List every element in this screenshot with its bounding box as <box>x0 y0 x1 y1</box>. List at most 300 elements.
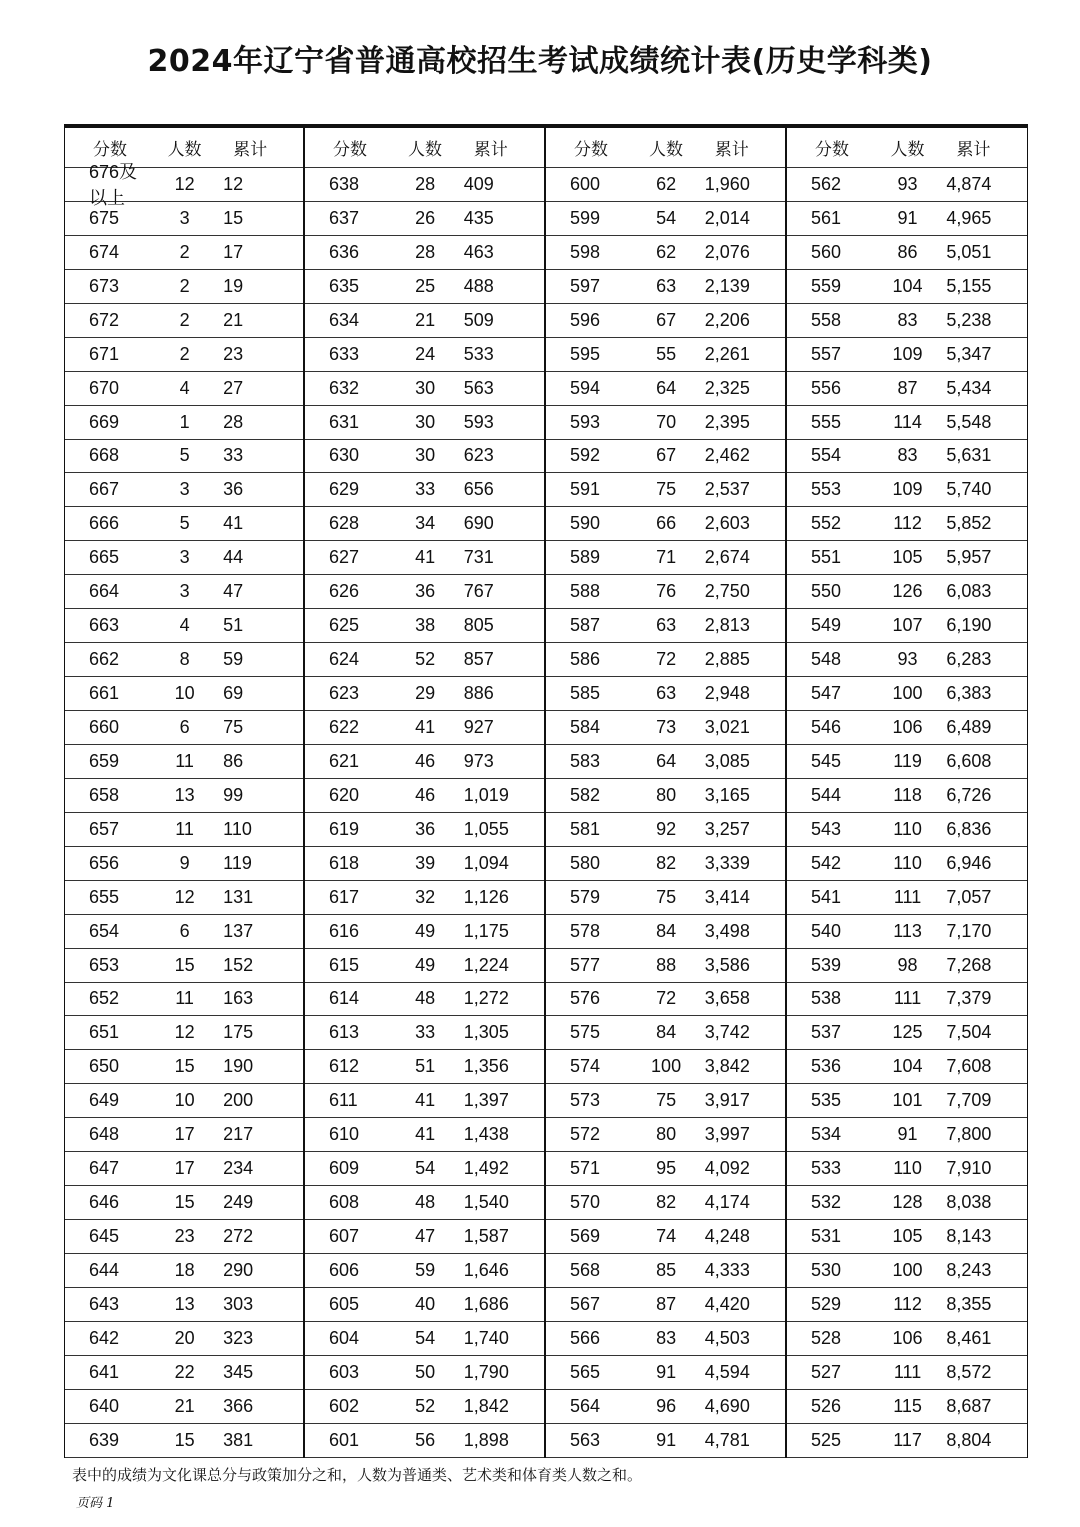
count-cell: 30 <box>415 445 436 466</box>
count-cell: 48 <box>415 1192 436 1213</box>
score-cell: 527 <box>811 1361 842 1382</box>
score-cell: 573 <box>570 1090 601 1111</box>
count-cell: 49 <box>415 954 436 975</box>
count-cell: 87 <box>897 377 918 398</box>
count-cell: 4 <box>179 377 190 398</box>
cumulative-cell: 6,726 <box>946 784 992 805</box>
score-cell: 525 <box>811 1429 842 1450</box>
score-cell: 610 <box>329 1124 360 1145</box>
cumulative-cell: 1,175 <box>463 920 509 941</box>
cumulative-cell: 4,248 <box>704 1226 750 1247</box>
table-row <box>546 1288 785 1322</box>
score-cell: 645 <box>89 1226 120 1247</box>
score-cell: 669 <box>89 411 120 432</box>
cumulative-cell: 272 <box>223 1226 254 1247</box>
cumulative-cell: 3,085 <box>704 750 750 771</box>
score-cell: 640 <box>89 1395 120 1416</box>
cumulative-cell: 2,206 <box>704 309 750 330</box>
score-cell: 568 <box>570 1259 601 1280</box>
cumulative-cell: 2,603 <box>704 513 750 534</box>
cumulative-cell: 8,243 <box>946 1259 992 1280</box>
score-cell: 588 <box>570 581 601 602</box>
table-row <box>787 779 1027 813</box>
table-row <box>65 847 303 881</box>
score-cell: 609 <box>329 1158 360 1179</box>
table-row <box>305 1118 544 1152</box>
cumulative-cell: 1,055 <box>463 818 509 839</box>
score-cell: 552 <box>811 513 842 534</box>
score-cell: 535 <box>811 1090 842 1111</box>
cumulative-cell: 7,379 <box>946 988 992 1009</box>
count-cell: 25 <box>415 275 436 296</box>
cumulative-cell: 8,572 <box>946 1361 992 1382</box>
count-cell: 106 <box>892 1327 923 1348</box>
count-cell: 3 <box>179 547 190 568</box>
table-row <box>65 1152 303 1186</box>
cumulative-cell: 463 <box>463 241 494 262</box>
score-statistics-table <box>64 124 1028 1458</box>
cumulative-cell: 28 <box>223 411 244 432</box>
cumulative-cell: 805 <box>463 615 494 636</box>
cumulative-cell: 4,333 <box>704 1259 750 1280</box>
count-cell: 2 <box>179 309 190 330</box>
score-cell: 644 <box>89 1259 120 1280</box>
cumulative-cell: 1,790 <box>463 1361 509 1382</box>
count-cell: 46 <box>415 750 436 771</box>
table-header-row <box>787 128 1027 168</box>
score-cell: 632 <box>329 377 360 398</box>
count-cell: 12 <box>174 886 195 907</box>
table-row <box>305 711 544 745</box>
count-cell: 56 <box>415 1429 436 1450</box>
table-row <box>787 304 1027 338</box>
cumulative-cell: 2,537 <box>704 479 750 500</box>
table-row <box>787 1390 1027 1424</box>
table-row <box>787 1322 1027 1356</box>
table-row <box>65 1084 303 1118</box>
score-cell: 599 <box>570 207 601 228</box>
table-row <box>305 609 544 643</box>
cumulative-cell: 8,804 <box>946 1429 992 1450</box>
count-cell: 23 <box>174 1226 195 1247</box>
score-cell: 614 <box>329 988 360 1009</box>
table-row <box>546 745 785 779</box>
cumulative-cell: 17 <box>223 241 244 262</box>
cumulative-cell: 3,842 <box>704 1056 750 1077</box>
cumulative-cell: 1,540 <box>463 1192 509 1213</box>
table-column-group <box>546 128 787 1458</box>
count-cell: 15 <box>174 1429 195 1450</box>
count-cell: 86 <box>897 241 918 262</box>
count-cell: 66 <box>656 513 677 534</box>
count-cell: 6 <box>179 716 190 737</box>
table-row <box>65 304 303 338</box>
cumulative-cell: 6,190 <box>946 615 992 636</box>
score-cell: 667 <box>89 479 120 500</box>
score-cell: 556 <box>811 377 842 398</box>
count-cell: 91 <box>656 1361 677 1382</box>
count-cell: 5 <box>179 513 190 534</box>
score-cell: 638 <box>329 173 360 194</box>
score-cell: 533 <box>811 1158 842 1179</box>
cumulative-cell: 6,836 <box>946 818 992 839</box>
count-cell: 52 <box>415 1395 436 1416</box>
score-cell: 546 <box>811 716 842 737</box>
score-cell: 549 <box>811 615 842 636</box>
cumulative-cell: 5,740 <box>946 479 992 500</box>
table-row <box>305 1220 544 1254</box>
score-cell: 615 <box>329 954 360 975</box>
count-cell: 28 <box>415 241 436 262</box>
table-row <box>787 983 1027 1017</box>
count-cell: 67 <box>656 309 677 330</box>
cumulative-cell: 767 <box>463 581 494 602</box>
cumulative-cell: 190 <box>223 1056 254 1077</box>
cumulative-cell: 6,489 <box>946 716 992 737</box>
count-cell: 110 <box>893 1158 922 1179</box>
table-row <box>65 1390 303 1424</box>
cumulative-cell: 2,750 <box>704 581 750 602</box>
score-cell: 660 <box>89 716 120 737</box>
count-cell: 41 <box>415 547 436 568</box>
score-cell: 624 <box>329 649 360 670</box>
count-cell: 3 <box>179 207 190 228</box>
table-row <box>787 236 1027 270</box>
score-cell: 596 <box>570 309 601 330</box>
header-score: 分数 <box>815 140 849 160</box>
count-cell: 54 <box>415 1158 436 1179</box>
count-cell: 82 <box>656 852 677 873</box>
table-row <box>65 915 303 949</box>
count-cell: 21 <box>415 309 436 330</box>
table-row <box>65 541 303 575</box>
score-cell: 661 <box>89 683 120 704</box>
score-cell: 551 <box>811 547 842 568</box>
score-cell: 655 <box>89 886 120 907</box>
cumulative-cell: 23 <box>223 343 244 364</box>
table-row <box>65 338 303 372</box>
count-cell: 117 <box>893 1429 922 1450</box>
cumulative-cell: 1,686 <box>463 1293 509 1314</box>
cumulative-cell: 5,347 <box>946 343 992 364</box>
score-cell: 671 <box>89 343 120 364</box>
count-cell: 87 <box>656 1293 677 1314</box>
count-cell: 67 <box>656 445 677 466</box>
count-cell: 5 <box>179 445 190 466</box>
table-column-group <box>305 128 546 1458</box>
cumulative-cell: 323 <box>223 1327 254 1348</box>
count-cell: 13 <box>174 1293 195 1314</box>
cumulative-cell: 2,076 <box>704 241 750 262</box>
count-cell: 111 <box>893 886 922 907</box>
table-row <box>787 677 1027 711</box>
score-cell: 532 <box>811 1192 842 1213</box>
cumulative-cell: 12 <box>223 173 244 194</box>
table-row <box>546 677 785 711</box>
count-cell: 18 <box>174 1259 195 1280</box>
cumulative-cell: 973 <box>463 750 494 771</box>
score-cell: 649 <box>89 1090 120 1111</box>
score-cell: 567 <box>570 1293 601 1314</box>
table-row <box>305 779 544 813</box>
score-cell: 560 <box>811 241 842 262</box>
table-row <box>787 1288 1027 1322</box>
table-row <box>305 915 544 949</box>
header-count: 人数 <box>890 140 925 160</box>
count-cell: 76 <box>656 581 677 602</box>
table-row <box>65 473 303 507</box>
table-row <box>305 1152 544 1186</box>
table-row <box>787 881 1027 915</box>
score-cell: 627 <box>329 547 360 568</box>
count-cell: 10 <box>174 1090 195 1111</box>
count-cell: 3 <box>179 581 190 602</box>
header-score: 分数 <box>333 140 367 160</box>
table-row <box>305 813 544 847</box>
table-row <box>305 270 544 304</box>
cumulative-cell: 8,461 <box>946 1327 992 1348</box>
cumulative-cell: 7,800 <box>946 1124 992 1145</box>
cumulative-cell: 4,874 <box>946 173 992 194</box>
table-row <box>546 915 785 949</box>
table-row <box>787 1424 1027 1458</box>
count-cell: 82 <box>656 1192 677 1213</box>
cumulative-cell: 2,813 <box>704 615 750 636</box>
table-row <box>787 1050 1027 1084</box>
table-row <box>305 1016 544 1050</box>
score-cell: 670 <box>89 377 120 398</box>
table-row <box>787 168 1027 202</box>
table-header-row <box>305 128 544 168</box>
cumulative-cell: 234 <box>223 1158 254 1179</box>
cumulative-cell: 4,781 <box>704 1429 750 1450</box>
header-cumulative: 累计 <box>473 140 508 160</box>
cumulative-cell: 5,434 <box>946 377 992 398</box>
score-cell: 668 <box>89 445 120 466</box>
count-cell: 59 <box>415 1259 436 1280</box>
score-cell: 600 <box>570 173 601 194</box>
score-cell: 595 <box>570 343 601 364</box>
score-cell: 538 <box>811 988 842 1009</box>
table-row <box>787 813 1027 847</box>
table-row <box>546 847 785 881</box>
table-row <box>65 1050 303 1084</box>
score-cell: 628 <box>329 513 360 534</box>
count-cell: 112 <box>893 1293 922 1314</box>
table-row <box>305 541 544 575</box>
count-cell: 8 <box>179 649 190 670</box>
table-row <box>305 949 544 983</box>
score-cell: 634 <box>329 309 360 330</box>
table-row <box>787 338 1027 372</box>
table-row <box>305 847 544 881</box>
score-cell: 636 <box>329 241 360 262</box>
table-row <box>546 779 785 813</box>
table-row <box>305 440 544 474</box>
count-cell: 80 <box>656 784 677 805</box>
cumulative-cell: 119 <box>223 852 252 873</box>
table-row <box>305 1322 544 1356</box>
cumulative-cell: 175 <box>223 1022 254 1043</box>
score-cell: 591 <box>570 479 601 500</box>
count-cell: 28 <box>415 173 436 194</box>
header-score: 分数 <box>574 140 608 160</box>
count-cell: 95 <box>656 1158 677 1179</box>
count-cell: 34 <box>415 513 436 534</box>
count-cell: 20 <box>174 1327 195 1348</box>
cumulative-cell: 8,687 <box>946 1395 992 1416</box>
score-cell: 594 <box>570 377 601 398</box>
cumulative-cell: 2,261 <box>704 343 750 364</box>
count-cell: 104 <box>892 1056 923 1077</box>
score-cell: 553 <box>811 479 842 500</box>
count-cell: 36 <box>415 818 436 839</box>
count-cell: 73 <box>656 716 677 737</box>
cumulative-cell: 1,224 <box>463 954 509 975</box>
cumulative-cell: 1,842 <box>463 1395 509 1416</box>
count-cell: 33 <box>415 1022 436 1043</box>
count-cell: 75 <box>656 479 677 500</box>
table-row <box>65 162 303 209</box>
table-row <box>787 1152 1027 1186</box>
count-cell: 75 <box>656 886 677 907</box>
table-row <box>546 643 785 677</box>
cumulative-cell: 6,383 <box>946 683 992 704</box>
score-cell: 603 <box>329 1361 360 1382</box>
table-row <box>546 202 785 236</box>
count-cell: 115 <box>893 1395 922 1416</box>
cumulative-cell: 1,397 <box>463 1090 509 1111</box>
cumulative-cell: 3,658 <box>704 988 750 1009</box>
table-row <box>65 711 303 745</box>
table-row <box>546 813 785 847</box>
table-row <box>546 983 785 1017</box>
count-cell: 11 <box>175 818 194 839</box>
count-cell: 70 <box>656 411 677 432</box>
score-cell: 576 <box>570 988 601 1009</box>
count-cell: 17 <box>174 1158 195 1179</box>
table-row <box>787 575 1027 609</box>
cumulative-cell: 19 <box>223 275 244 296</box>
score-cell: 650 <box>89 1056 120 1077</box>
score-cell: 545 <box>811 750 842 771</box>
cumulative-cell: 51 <box>223 615 244 636</box>
score-cell: 550 <box>811 581 842 602</box>
table-row <box>305 507 544 541</box>
count-cell: 21 <box>174 1395 195 1416</box>
cumulative-cell: 86 <box>223 750 244 771</box>
score-cell: 641 <box>89 1361 120 1382</box>
table-row <box>546 541 785 575</box>
table-row <box>65 813 303 847</box>
cumulative-cell: 3,257 <box>704 818 750 839</box>
score-cell: 547 <box>811 683 842 704</box>
cumulative-cell: 381 <box>223 1429 254 1450</box>
table-row <box>546 507 785 541</box>
table-row <box>305 1186 544 1220</box>
table-row <box>546 881 785 915</box>
count-cell: 105 <box>892 1226 923 1247</box>
table-row <box>546 168 785 202</box>
cumulative-cell: 927 <box>463 716 494 737</box>
count-cell: 52 <box>415 649 436 670</box>
table-row <box>546 1084 785 1118</box>
cumulative-cell: 99 <box>223 784 244 805</box>
count-cell: 85 <box>656 1259 677 1280</box>
count-cell: 100 <box>651 1056 682 1077</box>
score-cell: 611 <box>329 1090 358 1111</box>
table-row <box>65 1424 303 1458</box>
score-cell: 631 <box>329 411 360 432</box>
score-cell: 674 <box>89 241 120 262</box>
table-row <box>65 983 303 1017</box>
score-cell: 622 <box>329 716 360 737</box>
cumulative-cell: 69 <box>223 683 244 704</box>
table-row <box>65 202 303 236</box>
header-cumulative: 累计 <box>714 140 749 160</box>
score-cell: 621 <box>329 750 360 771</box>
count-cell: 54 <box>656 207 677 228</box>
count-cell: 41 <box>415 1124 436 1145</box>
score-cell: 541 <box>811 886 842 907</box>
table-row <box>787 1356 1027 1390</box>
count-cell: 91 <box>897 1124 918 1145</box>
page-title: 2024年辽宁省普通高校招生考试成绩统计表(历史学科类) <box>147 44 933 79</box>
cumulative-cell: 21 <box>223 309 244 330</box>
cumulative-cell: 7,709 <box>946 1090 992 1111</box>
cumulative-cell: 623 <box>463 445 494 466</box>
score-cell: 643 <box>89 1293 120 1314</box>
cumulative-cell: 4,174 <box>704 1192 750 1213</box>
cumulative-cell: 563 <box>463 377 494 398</box>
table-row <box>65 1118 303 1152</box>
table-row <box>546 236 785 270</box>
table-row <box>305 1254 544 1288</box>
count-cell: 83 <box>897 309 918 330</box>
count-cell: 1 <box>179 411 190 432</box>
count-cell: 109 <box>892 479 923 500</box>
table-row <box>546 440 785 474</box>
table-row <box>787 1084 1027 1118</box>
score-cell: 675 <box>89 207 120 228</box>
count-cell: 107 <box>892 615 923 636</box>
cumulative-cell: 1,019 <box>463 784 509 805</box>
score-cell: 666 <box>89 513 120 534</box>
score-cell: 654 <box>89 920 120 941</box>
score-cell: 602 <box>329 1395 360 1416</box>
count-cell: 63 <box>656 683 677 704</box>
table-row <box>787 915 1027 949</box>
table-row <box>65 372 303 406</box>
page-number: 页码 1 <box>76 1496 115 1511</box>
count-cell: 75 <box>656 1090 677 1111</box>
score-cell: 664 <box>89 581 120 602</box>
score-cell: 572 <box>570 1124 601 1145</box>
cumulative-cell: 5,957 <box>946 547 992 568</box>
score-cell: 537 <box>811 1022 842 1043</box>
cumulative-cell: 1,587 <box>463 1226 509 1247</box>
score-cell: 658 <box>89 784 120 805</box>
table-row <box>65 1186 303 1220</box>
score-cell: 587 <box>570 615 601 636</box>
table-row <box>787 270 1027 304</box>
cumulative-cell: 886 <box>463 683 494 704</box>
count-cell: 100 <box>892 683 923 704</box>
count-cell: 47 <box>415 1226 436 1247</box>
score-cell: 579 <box>570 886 601 907</box>
score-cell: 612 <box>329 1056 360 1077</box>
score-cell: 646 <box>89 1192 120 1213</box>
